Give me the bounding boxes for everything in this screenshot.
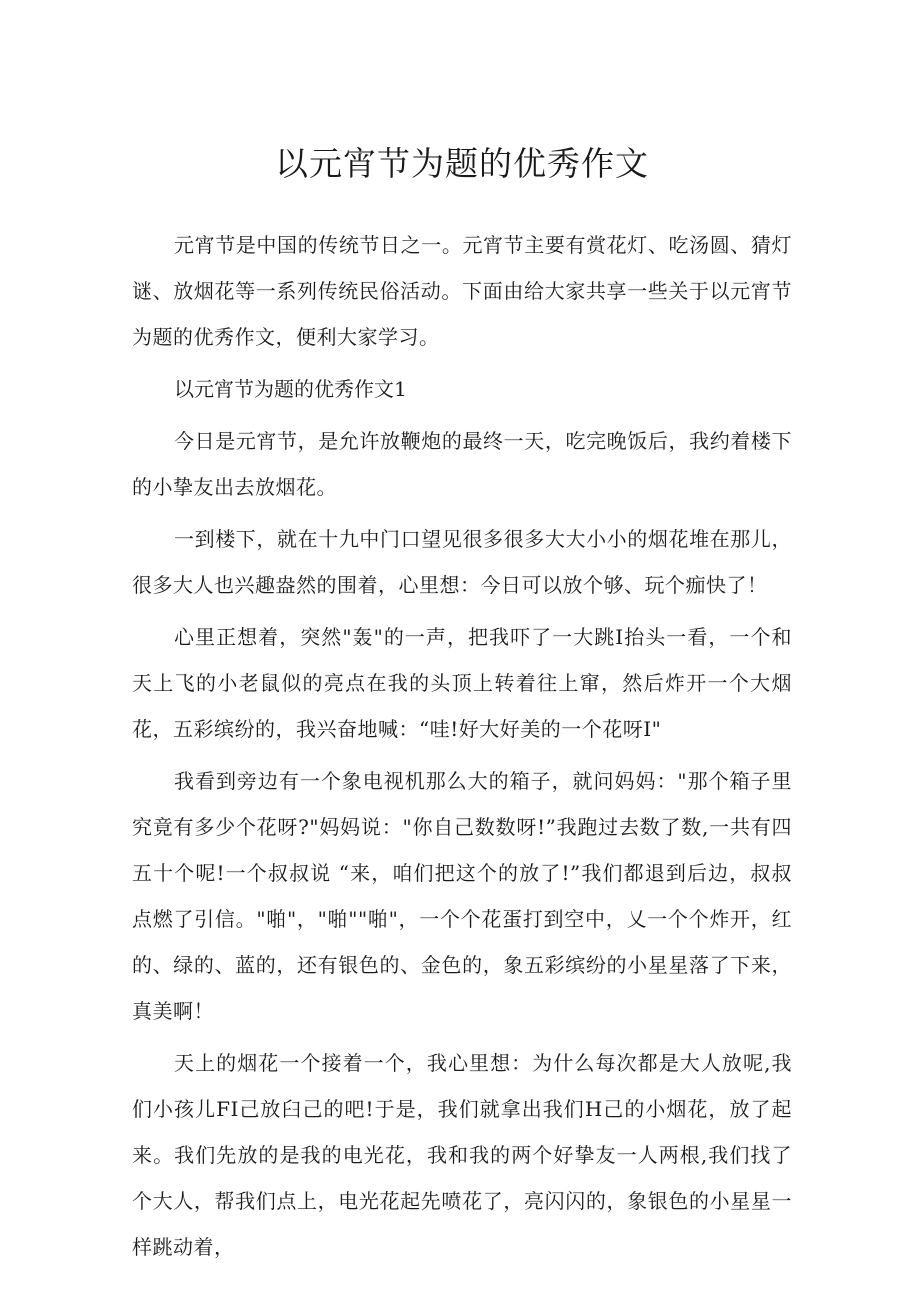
document-title: 以元宵节为题的优秀作文 <box>275 144 649 183</box>
body-paragraph: 天上的烟花一个接着一个，我心里想：为什么每次都是大人放呢,我们小孩儿FI己放臼己的吧!于是，我们就拿出我们H己的小烟花，放了起来。我们先放的是我的电光花，我和我的两个好挚友一人两根,我们找了个大人，帮我们点上，电光花起先喷花了，亮闪闪的，象银色的小星星一样跳动着， <box>132 1051 792 1259</box>
body-paragraph: 我看到旁边有一个象电视机那么大的箱子，就问妈妈："那个箱子里究竟有多少个花呀?"妈妈说："你自己数数呀!”我跑过去数了数,一共有四五十个呢!一个叔叔说 “来，咱们把这个的放了!”我们都退到后边，叔叔点燃了引信。"啪"，"啪""啪"，一个个花蛋打到空中，乂一个个炸开，红的、绿的、蓝的，还有银色的、金色的，象五彩缤纷的小星星落了下来，真美啊！ <box>132 769 792 1023</box>
body-paragraph: 心里正想着，突然"轰"的一声，把我吓了一大跳I抬头一看，一个和天上飞的小老鼠似的亮点在我的头顶上转着往上窜，然后炸开一个大烟花，五彩缤纷的，我兴奋地喊：“哇!好大好美的一个花呀I" <box>132 625 792 741</box>
section-heading: 以元宵节为题的优秀作文1 <box>174 377 407 401</box>
intro-paragraph: 元宵节是中国的传统节日之一。元宵节主要有赏花灯、吃汤圆、猜灯谜、放烟花等一系列传统民俗活动。下面由给大家共享一些关于以元宵节为题的优秀作文，便利大家学习。 <box>132 233 792 349</box>
body-paragraph: 一到楼下，就在十九中门口望见很多很多大大小小的烟花堆在那儿，很多大人也兴趣盎然的围着，心里想：今日可以放个够、玩个痂快了！ <box>132 527 792 597</box>
body-paragraph: 今日是元宵节，是允许放鞭炮的最终一天，吃完晚饭后，我约着楼下的小挚友出去放烟花。 <box>132 429 792 499</box>
